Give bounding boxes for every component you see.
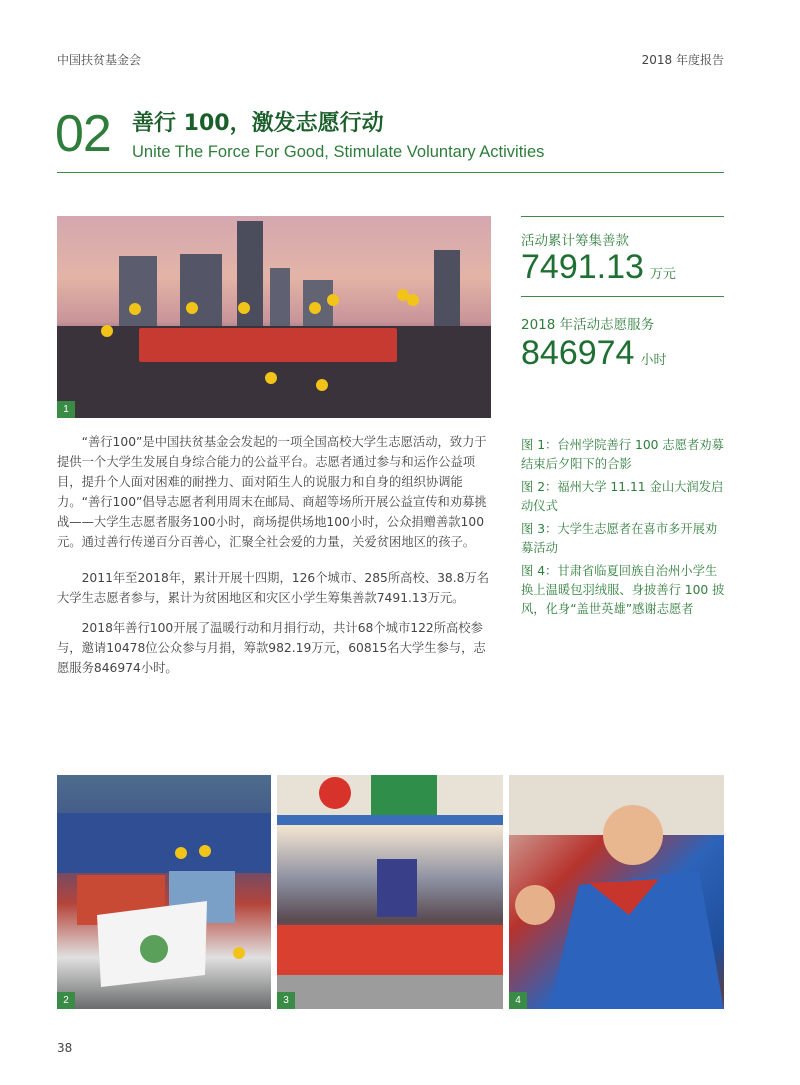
body-paragraph-intro: “善行100”是中国扶贫基金会发起的一项全国高校大学生志愿活动，致力于提供一个大学生发展自身综合能力的公益平台。志愿者通过参与和运作公益项目，提升个人面对困难的耐挫力、面对陌生人的说服力和自身的组织协调能力。“善行100”倡导志愿者利用周末在邮局、商超等场所开展公益宣传和劝募挑战——大学生志愿者服务100小时，商场提供场地100小时，公众捐赠善款100元。通过善行传递百分百善心，汇聚全社会爱的力量，关爱贫困地区的孩子。 (57, 435, 487, 549)
stat-divider (521, 296, 724, 297)
launch-event-illustration (57, 775, 271, 1009)
stat-hours-label: 2018 年活动志愿服务 (521, 317, 655, 333)
photo-number-3: 3 (277, 992, 295, 1009)
photo-fuzhou-launch (57, 775, 271, 1009)
caption-photo-1: 图 1：台州学院善行 100 志愿者劝募结束后夕阳下的合影 (521, 438, 724, 471)
stat-hours-value: 846974 (521, 334, 635, 372)
photo-number-2: 2 (57, 992, 75, 1009)
caption-photo-3: 图 3：大学生志愿者在喜市多开展劝募活动 (521, 522, 718, 555)
stat-hours (521, 336, 666, 370)
supermarket-illustration (277, 775, 503, 1009)
body-paragraph-2018: 2018年善行100开展了温暖行动和月捐行动，共计68个城市122所高校参与，邀请10478位公众参与月捐，筹款982.19万元，60815名大学生参与，志愿服务846974小时。 (57, 621, 486, 675)
title-divider (57, 172, 724, 173)
photo-group-sunset (57, 216, 491, 418)
section-title-en: Unite The Force For Good, Stimulate Voluntary Activities (132, 143, 545, 161)
body-paragraph-history: 2011年至2018年，累计开展十四期，126个城市、285所高校、38.8万名大学生志愿者参与，累计为贫困地区和灾区小学生筹集善款7491.13万元。 (57, 571, 490, 605)
stat-divider (521, 216, 724, 217)
photo-number-4: 4 (509, 992, 527, 1009)
caption-photo-4: 图 4：甘肃省临夏回族自治州小学生换上温暖包羽绒服、身披善行 100 披风，化身“盖世英雄”感谢志愿者 (521, 564, 725, 616)
section-title-zh: 善行 100，激发志愿行动 (132, 111, 384, 136)
photo-student-hero (509, 775, 724, 1009)
stat-funds (521, 250, 676, 284)
stat-funds-label: 活动累计筹集善款 (521, 233, 629, 249)
city-skyline-illustration (57, 216, 491, 418)
header-org: 中国扶贫基金会 (57, 53, 142, 67)
photo-number-1: 1 (57, 401, 75, 418)
student-illustration (509, 775, 724, 1009)
header-report-title: 2018 年度报告 (641, 53, 724, 67)
stat-funds-unit: 万元 (649, 267, 676, 282)
section-number: 02 (55, 105, 111, 163)
stat-funds-value: 7491.13 (521, 248, 644, 286)
stat-hours-unit: 小时 (640, 353, 667, 368)
page-number: 38 (57, 1041, 73, 1055)
photo-supermarket-fundraising (277, 775, 503, 1009)
caption-photo-2: 图 2：福州大学 11.11 金山大润发启动仪式 (521, 480, 724, 513)
